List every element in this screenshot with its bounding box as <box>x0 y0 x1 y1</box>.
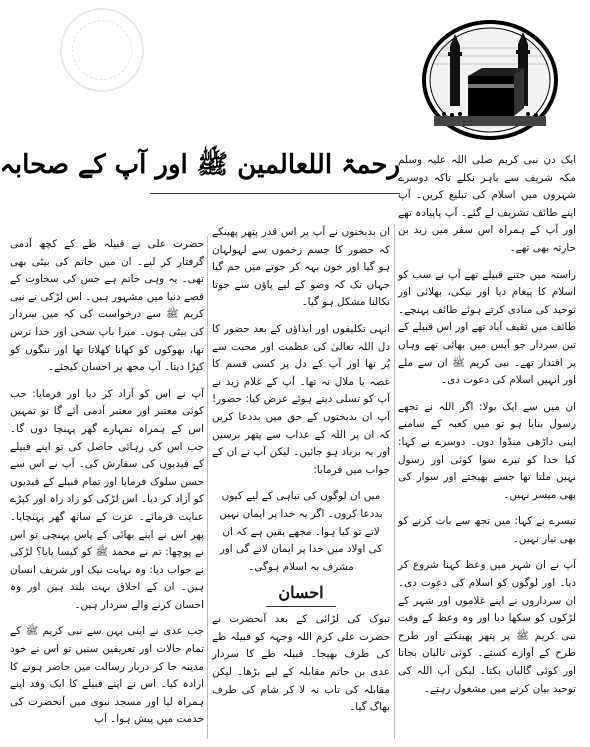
right-column <box>398 152 576 742</box>
poem-line: مشرف بہ اسلام ہوگی۔ <box>248 560 354 573</box>
paragraph: حضرت علی نے قبیلہ طے کے کچھ آدمی گرفتار کر لیے۔ ان میں حاتم کی بیٹی بھی تھی۔ یہ وہی حاتم ہے جس کی سخاوت کے قصے دنیا میں مشہور ہیں۔ اس لڑکی نے نبی کریم ﷺ سے درخواست کی کہ میں سردار کی بیٹی ہوں۔ میرا باپ سخی اور خدا ترس تھا، بھوکوں کو کھانا کھلاتا تھا اور ننگوں کو کپڑا دیتا۔ آپ مجھ پر احسان کیجئے۔ <box>10 238 204 374</box>
poem-line: میں ان لوگوں کی تباہی کے لیے کیوں <box>221 490 381 503</box>
paragraph: آپ نے اس کو آزاد کر دیا اور فرمایا: جب کوئی معتبر اور معتبر آدمی آئے گا تو تمہیں اس کے ہمراہ تمہارے گھر پہنچا دوں گا۔ جب اس کی رہائی حاصل کی تو اپنے قبیلے کے قیدیوں کی سفارش کی۔ آپ نے اس سے حسن سلوک فرمایا اور تمام قبیلے کے قیدیوں کو آزاد کر دیا۔ اس لڑکی کو زاد راہ اور کپڑے عنایت فرمائے۔ عزت کے ساتھ گھر پہنچایا۔ پھر اس نے اپنے بھائی کے پاس پہنچی تو اس نے پوچھا: تم نے محمد ﷺ کو کیسا پایا؟ لڑکی نے جواب دیا: وہ نہایت نیک اور شریف انسان ہیں۔ ان کے اخلاق بہت بلند ہیں اور وہ احسان کرنے والے سردار ہیں۔ <box>10 387 204 611</box>
kaaba-icon <box>420 18 560 143</box>
paragraph: انہی تکلیفوں اور ایذاؤں کے بعد حضور کا دل اللہ تعالیٰ کی عظمت اور محبت سے پُر تھا اور آپ کے دل پر کسی قسم کا غصہ یا ملال نہ تھا۔ آپ کے غلام زید نے آپ کو تسلی دیتے ہوئے عرض کیا: حضور! آپ ان بدبختوں کے حق میں بددعا کریں کہ ان پر اللہ کے عذاب سے پتھر برسیں اور یہ برباد ہو جائیں۔ لیکن آپ نے ان کے جواب میں فرمایا: <box>212 322 390 476</box>
left-column <box>10 236 204 744</box>
poem-line: کی اولاد میں خدا پر ایمان لانے گی اور <box>219 543 383 556</box>
paragraph: تیسرے نے کہا: میں تجھ سے بات کرنے کو بھی تیار نہیں۔ <box>398 515 576 545</box>
paragraph: تبوک کی لڑائی کے بعد آنحضرت نے حضرت علی کرم اللہ وجہہ کو قبیلہ طے کی طرف بھیجا۔ قبیلہ طے کا سردار عدی بن حاتم مقابلہ کے لیے بڑھا۔ لیکن مقابلہ کی تاب نہ لا کر شام کی طرف بھاگ گیا۔ <box>212 613 390 714</box>
faint-stamp <box>60 8 144 92</box>
paragraph: ان بدبختوں نے آپ پر اس قدر پتھر پھینکے کہ حضور کا جسم زخموں سے لہولہان ہو گیا اور خون بہہ کر جوتے میں جم گیا جہاں تک کہ وضو کے لیے پاؤں سے جوتا نکالنا مشکل ہو گیا۔ <box>212 226 390 309</box>
paragraph: ایک دن نبی کریم صلی اللہ علیہ وسلم مکہ شریف سے باہر نکلے تاکہ دوسرے شہروں میں اسلام کی تبلیغ کریں۔ آپ اپنے طائف تشریف لے گئے۔ آپ پاپیادہ تھے اور آپ کے ہمراہ اس سفر میں زید بن حارثہ بھی تھے۔ <box>398 154 576 254</box>
column-divider <box>207 236 208 739</box>
paragraph: جب عدی نے اپنی بہن سے نبی کریم ﷺ کے تمام حالات اور تعریفیں سنیں تو اس نے خود مدینہ جا کر دربار رسالت میں حاضر ہونے کا ارادہ کیا۔ اس نے اپنے قبیلے کا ایک وفد اپنے ہمراہ لیا اور مسجد نبوی میں آنحضرت کی خدمت میں پیش ہوا۔ آپ <box>10 625 204 726</box>
column-divider <box>394 224 395 739</box>
poem-line: لاتے تو کیا ہوا۔ مجھے یقین ہے کہ ان <box>222 525 380 538</box>
paragraph: راستہ میں جتنے قبیلے تھے آپ نے سب کو اسلام کا پیغام دیا اور نیکی، بھلائی اور توحید کی منادی کرتے ہوئے طائف پہنچے۔ طائف میں ثقیف آباد تھے اور اس قبیلے کے تین سردار جو آپس میں بھائی تھے وہاں پر اقتدار تھے۔ نبی کریم ﷺ ان سے ملے اور انہیں اسلام کی دعوت دی۔ <box>398 268 576 387</box>
poem-quote <box>212 488 390 576</box>
paragraph: آپ نے ان شہر میں وعظ کہنا شروع کر دیا۔ اور لوگوں کو اسلام کی دعوت دی۔ ان سرداروں نے اپنے غلاموں اور شہر کے لڑکوں کو سکھا دیا اور وہ وعظ کے وقت نبی کریم ﷺ پر پتھر پھینکتے اور طرح طرح کے آوازے کستے۔ کوئی تالیاں بجاتا اور کوئی گالیاں بکتا۔ لیکن آپ اللہ کی توحید بیان کرنے میں مشغول رہتے۔ <box>398 559 576 695</box>
page-title: رحمۃ اللعالمین ﷺ اور آپ کے صحابہ <box>0 150 400 180</box>
section-heading: احسان <box>278 583 324 603</box>
middle-column <box>212 224 390 742</box>
poem-line: بددعا کروں۔ اگر یہ خدا پر ایمان نہیں <box>219 507 383 520</box>
title-underline <box>150 193 400 194</box>
section-heading-underline <box>266 606 336 607</box>
paragraph: ان میں سے ایک بولا: اگر اللہ نے تجھے رسول بنایا ہو تو میں کعبہ کے سامنے اپنی داڑھی منڈوا دوں۔ دوسرے نے کہا: کیا خدا کو تیرے سوا کوئی اور رسول نہیں ملتا تھا جسے بھیجتے اور سوار کی بھی میسر نہیں۔ <box>398 400 576 501</box>
